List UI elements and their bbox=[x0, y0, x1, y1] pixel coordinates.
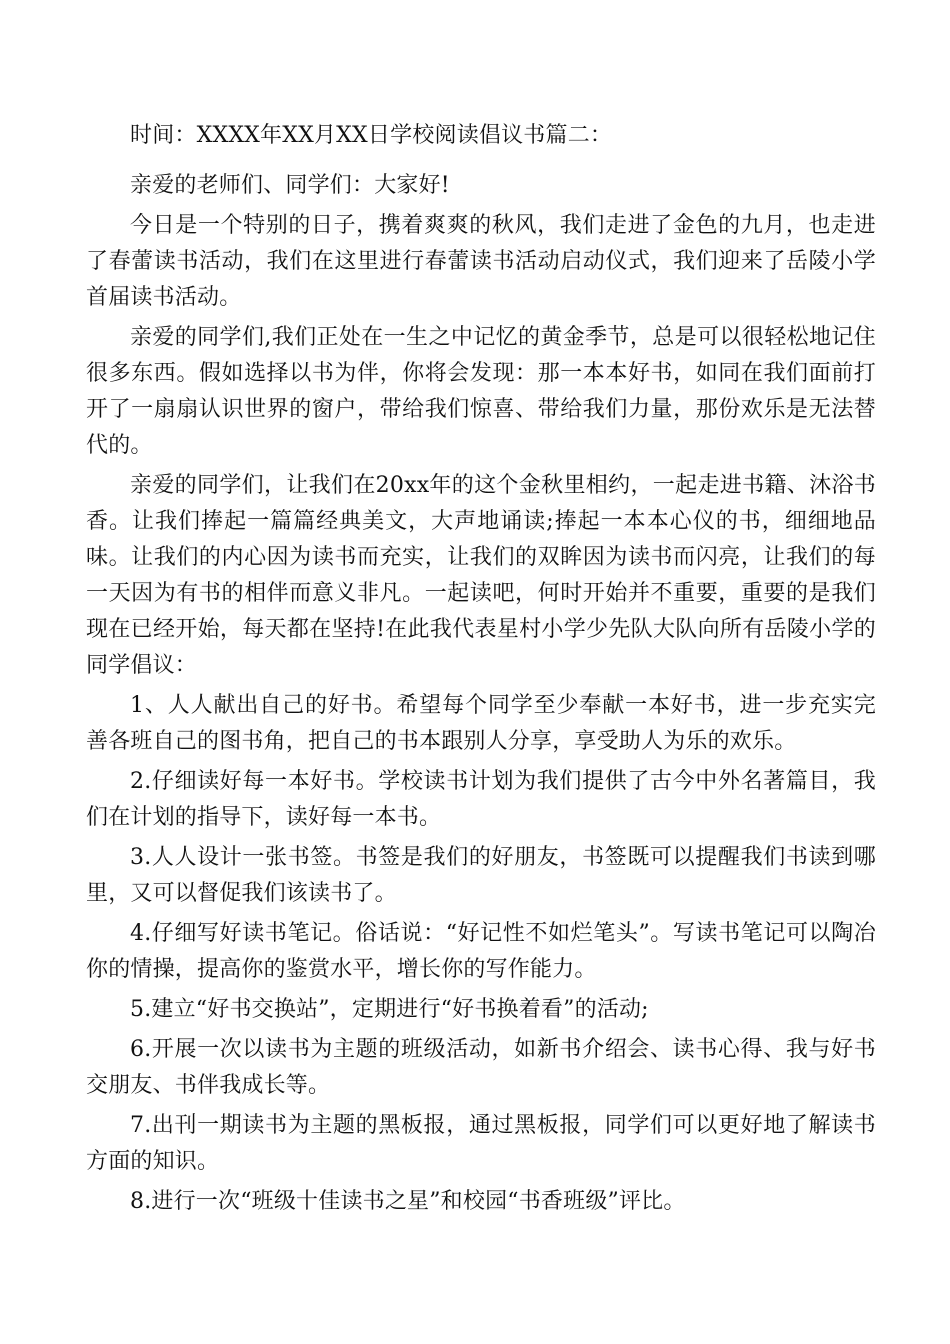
paragraph-1: 今日是一个特别的日子，携着爽爽的秋风，我们走进了金色的九月，也走进了春蕾读书活动，我们在这里进行春蕾读书活动启动仪式，我们迎来了岳陵小学首届读书活动。 bbox=[86, 213, 876, 310]
document-page bbox=[86, 118, 876, 1220]
proposal-item-6: 6.开展一次以读书为主题的班级活动，如新书介绍会、读书心得、我与好书交朋友、书伴我成长等。 bbox=[86, 1037, 876, 1098]
proposal-item-2: 2.仔细读好每一本好书。学校读书计划为我们提供了古今中外名著篇目，我们在计划的指导下，读好每一本书。 bbox=[86, 769, 876, 830]
proposal-item-7: 7.出刊一期读书为主题的黑板报，通过黑板报，同学们可以更好地了解读书方面的知识。 bbox=[86, 1113, 876, 1174]
proposal-item-1: 1、人人献出自己的好书。希望每个同学至少奉献一本好书，进一步充实完善各班自己的图书角，把自己的书本跟别人分享，享受助人为乐的欢乐。 bbox=[86, 693, 876, 754]
greeting: 亲爱的老师们、同学们：大家好! bbox=[130, 173, 450, 198]
proposal-item-3: 3.人人设计一张书签。书签是我们的好朋友，书签既可以提醒我们书读到哪里，又可以督促我们该读书了。 bbox=[86, 845, 876, 906]
proposal-item-8: 8.进行一次“班级十佳读书之星”和校园“书香班级”评比。 bbox=[130, 1189, 686, 1214]
paragraph-3: 亲爱的同学们，让我们在20xx年的这个金秋里相约，一起走进书籍、沐浴书香。让我们捧起一篇篇经典美文，大声地诵读;捧起一本本心仪的书，细细地品味。让我们的内心因为读书而充实，让我们的双眸因为读书而闪亮，让我们的每一天因为有书的相伴而意义非凡。一起读吧，何时开始并不重要，重要的是我们现在已经开始，每天都在坚持!在此我代表星村小学少先队大队向所有岳陵小学的同学倡议： bbox=[86, 473, 876, 678]
paragraph-2: 亲爱的同学们,我们正处在一生之中记忆的黄金季节，总是可以很轻松地记住很多东西。假如选择以书为伴，你将会发现：那一本本好书，如同在我们面前打开了一扇扇认识世界的窗户，带给我们惊喜、带给我们力量，那份欢乐是无法替代的。 bbox=[86, 325, 876, 458]
proposal-item-4: 4.仔细写好读书笔记。俗话说：“好记性不如烂笔头”。写读书笔记可以陶冶你的情操，提高你的鉴赏水平，增长你的写作能力。 bbox=[86, 921, 876, 982]
proposal-item-5: 5.建立“好书交换站”，定期进行“好书换着看”的活动; bbox=[130, 997, 649, 1022]
header-line: 时间：XXXX年XX月XX日学校阅读倡议书篇二： bbox=[130, 123, 613, 148]
